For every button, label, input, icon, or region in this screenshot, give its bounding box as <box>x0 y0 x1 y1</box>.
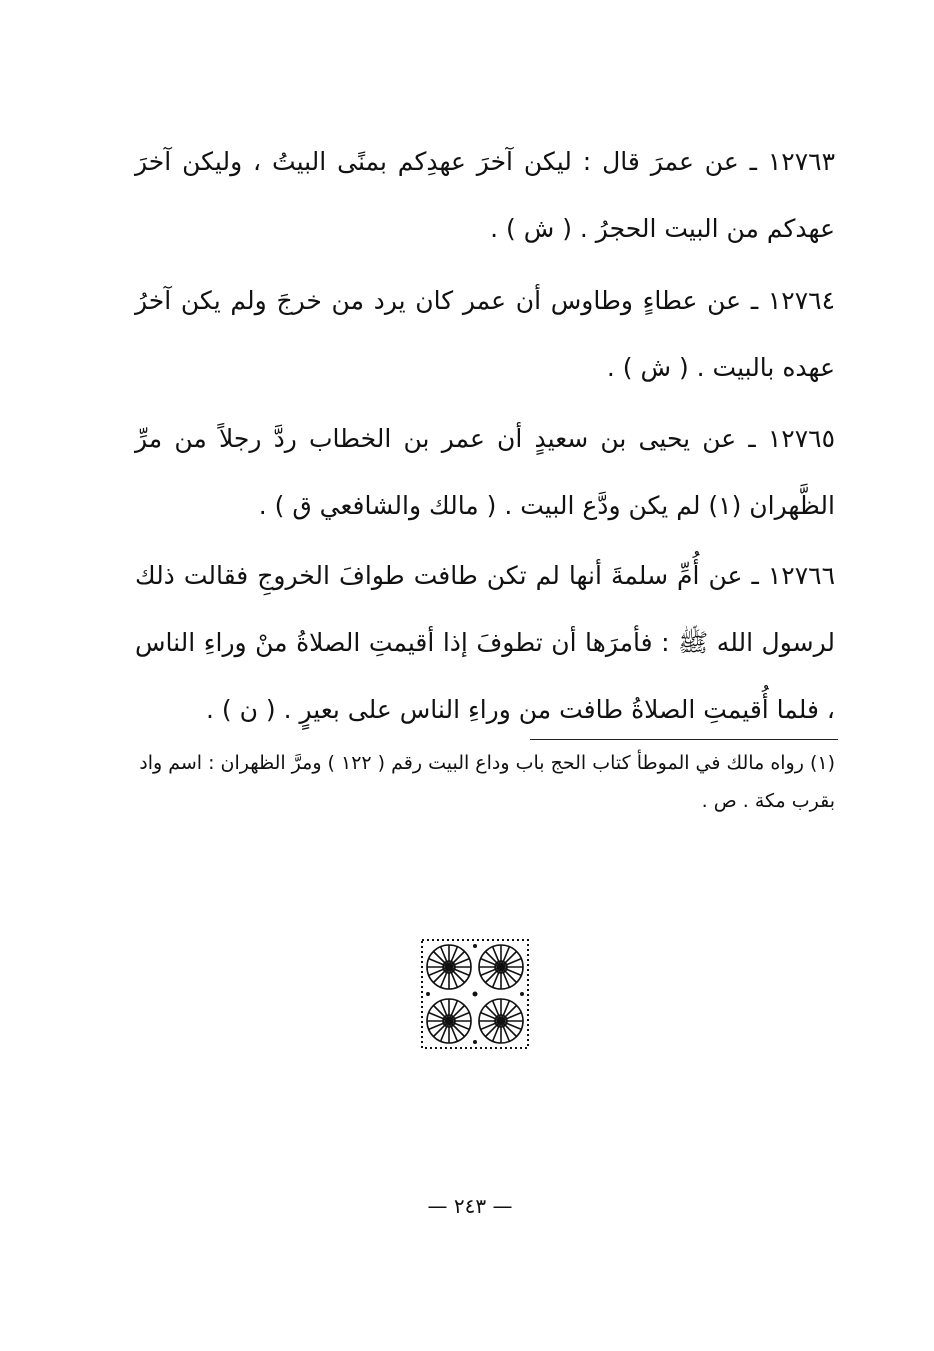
hadith-12765: ١٢٧٦٥ ـ عن يحيى بن سعيدٍ أن عمر بن الخطاب ردَّ رجلاً من مرِّ الظَّهران (١) لم يكن ودَّع البيت . ( مالك والشافعي ق ) . <box>135 424 835 520</box>
floral-ornament-icon <box>420 938 530 1050</box>
footnote-divider <box>530 739 838 740</box>
hadith-12766: ١٢٧٦٦ ـ عن أُمِّ سلمةَ أنها لم تكن طافت طوافَ الخروجِ فقالت ذلك لرسول الله ﷺ : فأمرَها أن تطوفَ إذا أقيمتِ الصلاةُ منْ وراءِ الناس ، فلما أُقيمتِ الصلاةُ طافت من وراءِ الناس على بعيرٍ . ( ن ) . <box>135 561 835 724</box>
footnote: (١) رواه مالك في الموطأ كتاب الحج باب وداع البيت رقم ( ١٢٢ ) ومرَّ الظهران : اسم واد بقرب مكة . ص . <box>139 752 835 812</box>
hadith-12764: ١٢٧٦٤ ـ عن عطاءٍ وطاوس أن عمر كان يرد من خرجَ ولم يكن آخرُ عهده بالبيت . ( ش ) . <box>135 286 835 382</box>
hadith-12763: ١٢٧٦٣ ـ عن عمرَ قال : ليكن آخرَ عهدِكم بمنًى البيتُ ، وليكن آخرَ عهدكم من البيت الحجرُ . ( ش ) . <box>135 147 835 243</box>
page-number: — ٢٤٣ — <box>427 1194 513 1218</box>
